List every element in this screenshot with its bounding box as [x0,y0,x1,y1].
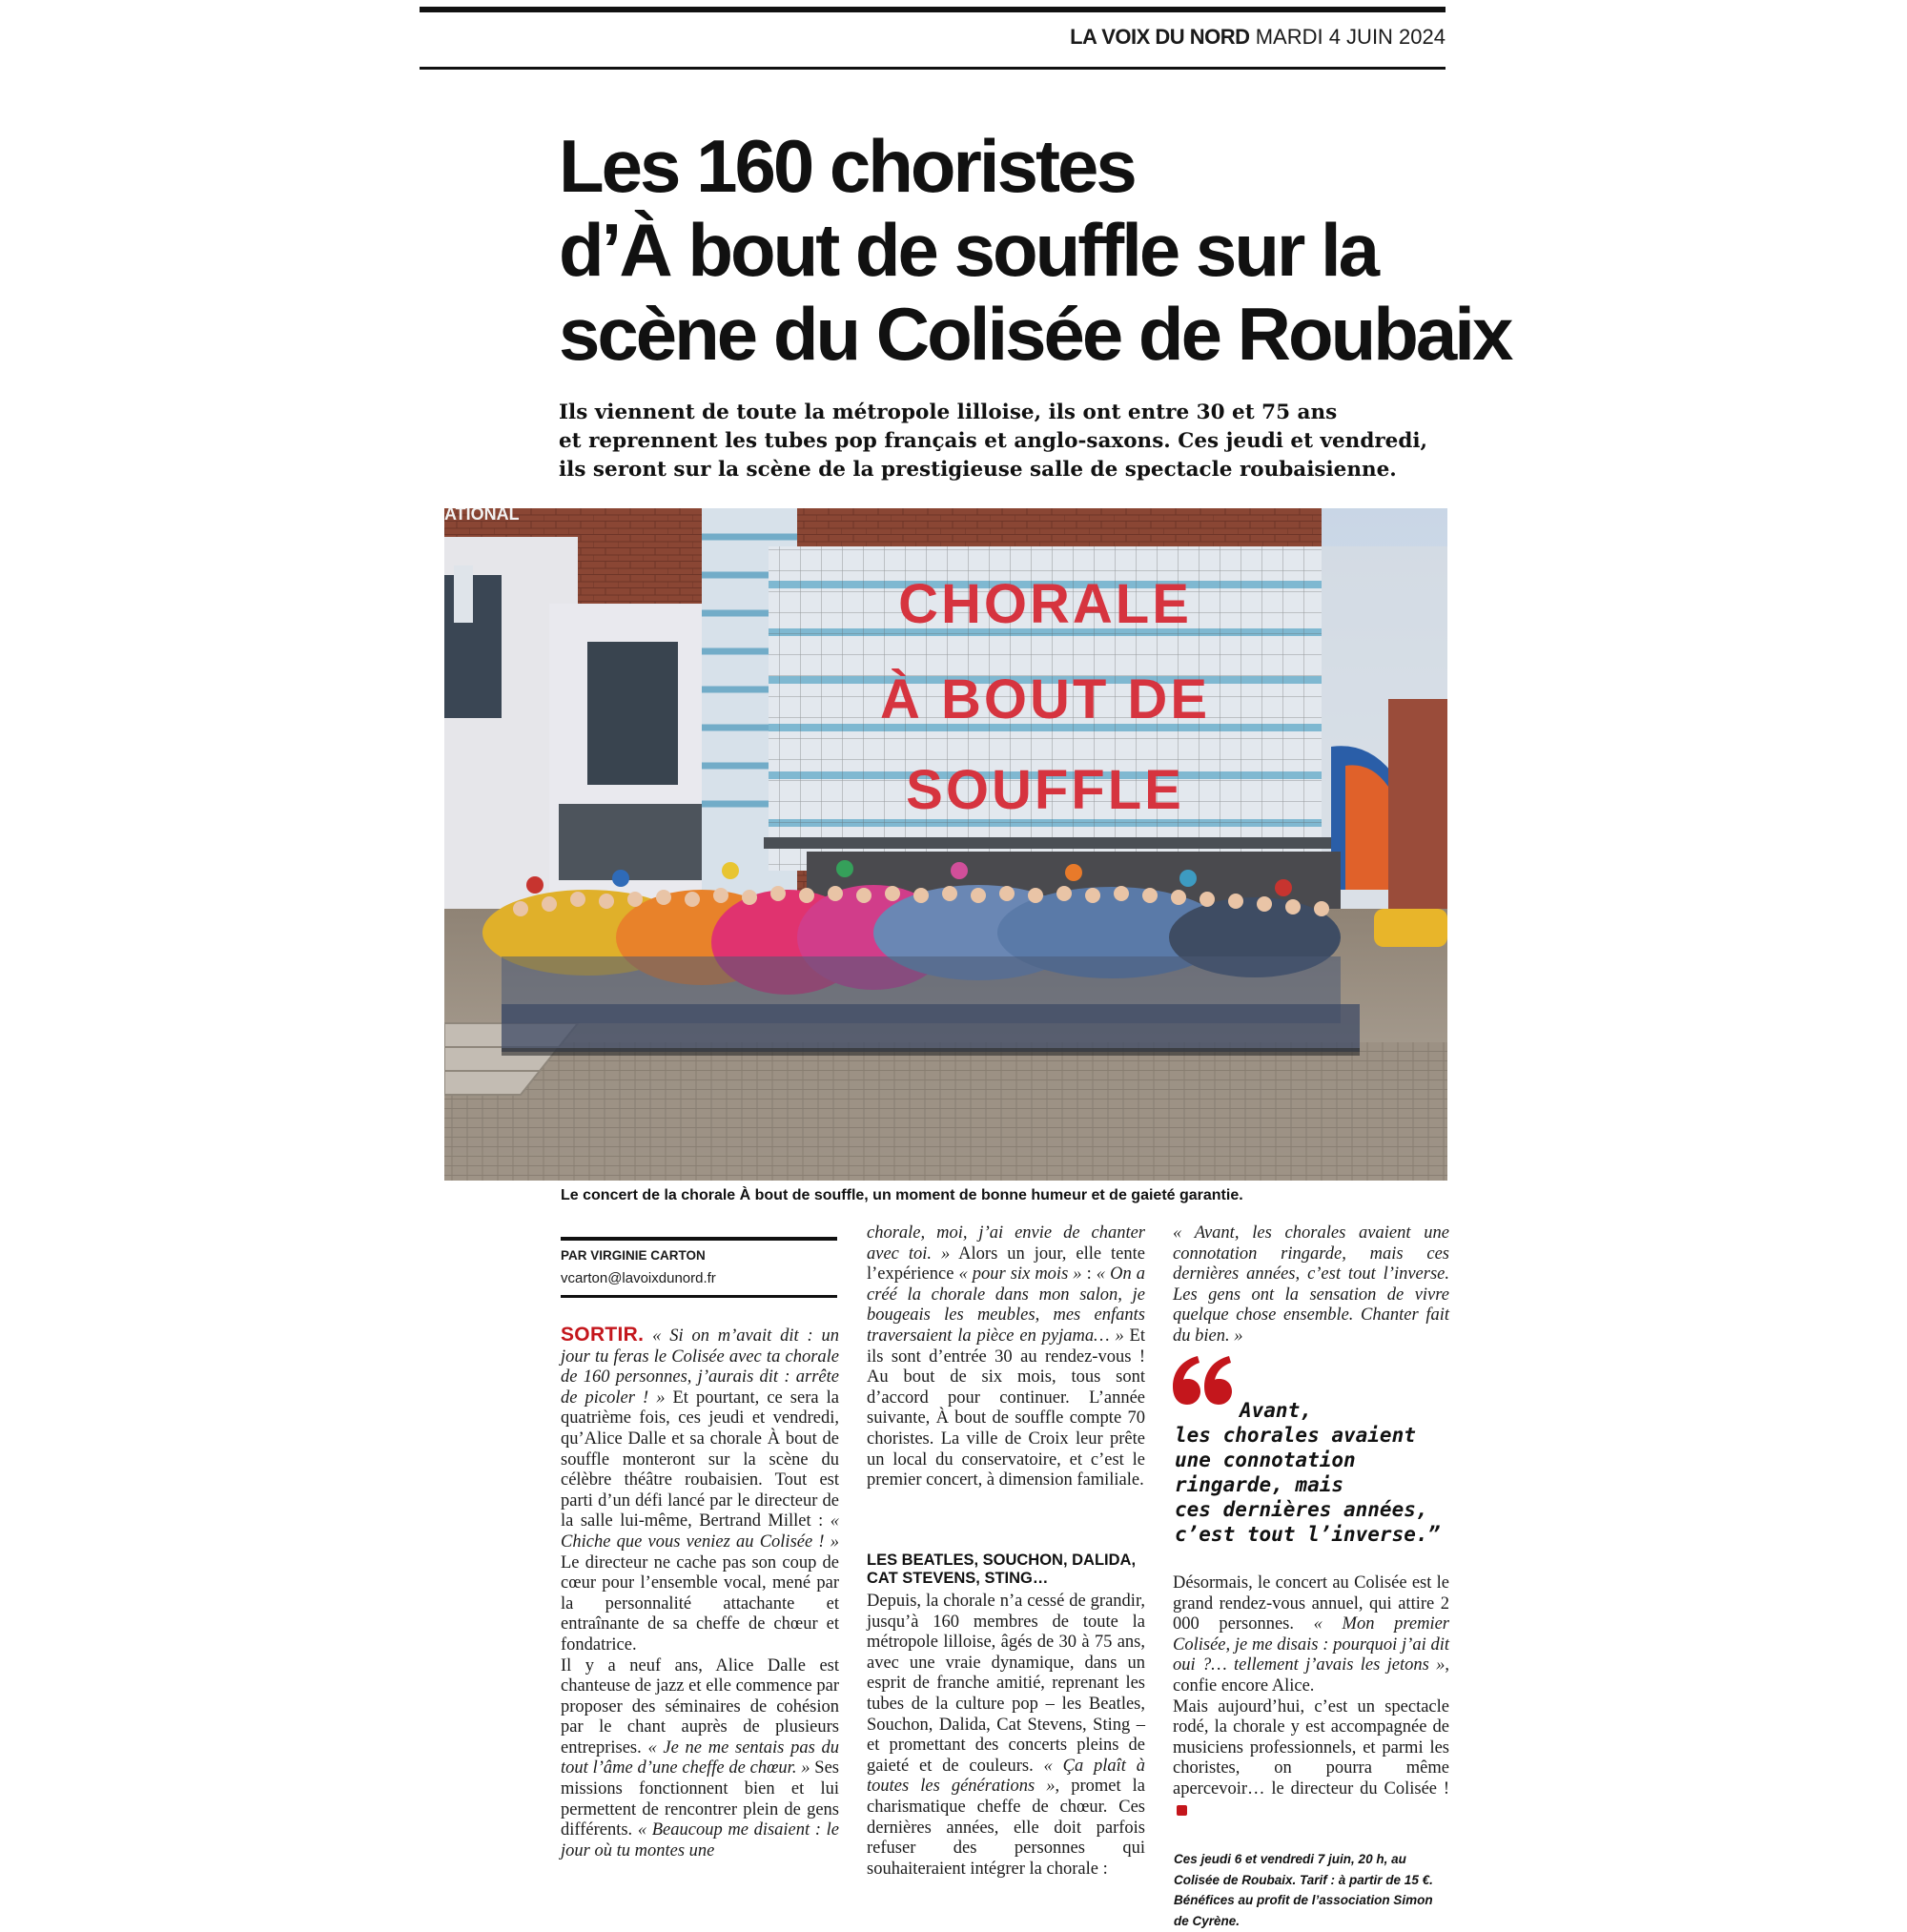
body-column-3-continued [1173,1573,1449,1820]
masthead-rule [420,67,1446,70]
choir-photo-illustration [444,508,1447,1181]
byline-author: PAR VIRGINIE CARTON [561,1248,706,1263]
quote-text: « Avant, les chorales avaient une connotation ringarde, mais ces dernières années, c’est tout l’inverse. Les gens ont la sensation de vivre quelque chose ensemble. Chanter fait du bien. » [1173,1223,1449,1346]
body-column-1 [561,1325,839,1861]
body-paragraph [561,1656,839,1862]
body-text: Le directeur ne cache pas son coup de cœur pour l’ensemble vocal, mené par la personnalité attachante et entraînante de sa cheffe de chœur et fondatrice. [561,1552,839,1655]
body-text: , promet la charismatique cheffe de chœur. Ces dernières années, elle doit parfois refuser des personnes qui souhaiteraient intégrer la chorale : [867,1777,1145,1879]
quote-text: « Chiche que vous veniez au Colisée ! » [561,1511,839,1552]
body-paragraph [867,1592,1145,1880]
body-text: Il y a neuf ans, Alice Dalle est chanteuse de jazz et elle commence par proposer des séminaires de cohésion par le chant auprès de plusieurs entreprises. [561,1655,839,1757]
sign-line: À BOUT DE [880,668,1210,730]
body-column-3 [1173,1223,1449,1347]
end-of-article-mark [1177,1805,1187,1816]
quote-text: « Mon premier Colisée, je me disais : pourquoi j’ai dit oui ?… tellement j’avais les jetons » [1173,1614,1449,1675]
headline-line: scène du Colisée de Roubaix [559,292,1511,376]
quote-text: chorale, moi, j’ai envie de chanter avec toi. » [867,1223,1145,1264]
quote-text: « Beaucoup me disaient : le jour où tu montes une [561,1820,839,1860]
issue-date: MARDI 4 JUIN 2024 [1255,25,1446,49]
sign-line: CHORALE [898,573,1192,635]
body-paragraph [561,1325,839,1656]
article-photo [444,508,1447,1181]
section-subhead: LES BEATLES, SOUCHON, DALIDA, CAT STEVENS, STING… [867,1552,1137,1587]
lead-paragraph [559,399,1446,484]
lead-line: ils seront sur la scène de la prestigieuse salle de spectacle roubaisienne. [559,458,1397,482]
pull-quote-line: ringarde, mais [1175,1473,1344,1496]
masthead [420,21,1446,55]
pull-quote-line: ces dernières années, [1175,1498,1428,1521]
body-text: Et ils sont d’entrée 30 au rendez-vous ! Au bout de six mois, tous sont d’accord pour continuer. L’année suivante, À bout de souffle compte 70 choristes. La ville de Croix leur prête un local du conservatoire, et c’est le premier concert, à dimension familiale. [867,1326,1145,1490]
headline [559,124,1511,376]
headline-line: Les 160 choristes [559,124,1135,208]
lead-line: et reprennent les tubes pop français et anglo-saxons. Ces jeudi et vendredi, [559,429,1428,453]
pull-quote-line: les chorales avaient [1175,1424,1416,1447]
body-paragraph [867,1223,1145,1491]
byline-rule [561,1237,837,1241]
quote-text: « Je ne me sentais pas du tout l’âme d’une cheffe de chœur. » [561,1737,839,1778]
byline-rule [561,1295,837,1298]
pull-quote [1175,1398,1451,1547]
body-text: Et pourtant, ce sera la quatrième fois, ces jeudi et vendredi, qu’Alice Dalle et sa chorale À bout de souffle monteront sur la scène du célèbre théâtre roubaisien. Tout est parti d’un défi lancé par le directeur de la salle lui-même, Bertrand Millet : [561,1387,839,1531]
pull-quote-line: une connotation [1175,1449,1356,1471]
building-corner-text: ATIONAL [444,508,520,524]
body-column-2 [867,1223,1145,1491]
lead-line: Ils viennent de toute la métropole lilloise, ils ont entre 30 et 75 ans [559,401,1338,424]
quote-text: « Ça plaît à toutes les générations » [867,1756,1146,1797]
quote-text: « On a créé la chorale dans mon salon, je bougeais les meubles, mes enfants traversaient la pièce en pyjama… » [867,1264,1145,1346]
kicker: SORTIR. [561,1324,645,1346]
body-paragraph [1173,1697,1449,1821]
body-text: : [1081,1264,1097,1285]
pull-quote-line: c’est tout l’inverse.” [1175,1523,1441,1546]
practical-info: Ces jeudi 6 et vendredi 7 juin, 20 h, au Colisée de Roubaix. Tarif : à partir de 15 €. Bénéfices au profit de l’association Simon de Cyrène. [1174,1852,1433,1928]
body-paragraph [1173,1573,1449,1697]
quote-text: « Si on m’avait dit : un jour tu feras le Colisée avec ta chorale de 160 personnes, j’aurais dit : arrête de picoler ! » [561,1326,840,1408]
photo-caption: Le concert de la chorale À bout de souffle, un moment de bonne humeur et de gaieté garantie. [561,1187,1243,1203]
body-text: Mais aujourd’hui, c’est un spectacle rodé, la chorale y est accompagnée de musiciens professionnels, et parmi les choristes, on pourra même apercevoir… le directeur du Colisée ! [1173,1696,1449,1798]
newspaper-name: LA VOIX DU NORD [1070,25,1250,49]
body-text: , confie encore Alice. [1173,1655,1449,1696]
top-rule [420,7,1446,12]
body-text: Alors un jour, elle tente l’expérience [867,1243,1145,1285]
quote-text: « pour six mois » [958,1264,1082,1285]
byline-email: vcarton@lavoixdunord.fr [561,1270,716,1286]
body-text: Désormais, le concert au Colisée est le grand rendez-vous annuel, qui attire 2 000 personnes. [1173,1573,1449,1634]
pull-quote-line: Avant, [1240,1399,1312,1422]
headline-line: d’À bout de souffle sur la [559,208,1378,292]
body-text: Depuis, la chorale n’a cessé de grandir, jusqu’à 160 membres de toute la métropole lilloise, âgés de 30 à 75 ans, avec une vraie dynamique, dans un esprit de franche amitié, reprenant les tubes de la culture pop – les Beatles, Souchon, Dalida, Cat Stevens, Sting – et promettant des concerts pleins de gaieté et de couleurs. [867,1592,1145,1776]
body-text: Ses missions fonctionnent bien et lui permettent de rencontrer plein de gens différents. [561,1758,839,1840]
body-column-2-continued [867,1592,1145,1880]
sign-line: SOUFFLE [906,759,1184,821]
body-paragraph [1173,1223,1449,1347]
